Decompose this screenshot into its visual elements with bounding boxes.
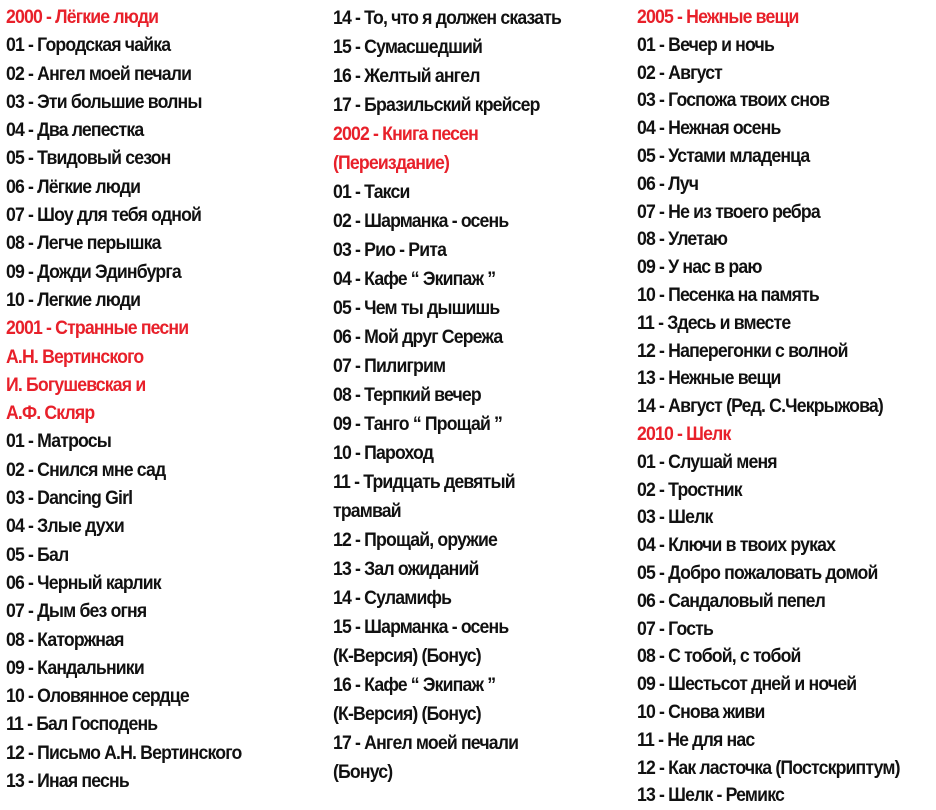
- track-item: 11 - Бал Господень: [6, 714, 158, 736]
- track-item: 04 - Кафе “ Экипаж ”: [333, 269, 496, 290]
- track-item: 04 - Два лепестка: [6, 120, 144, 142]
- track-list: [333, 178, 631, 787]
- track-item: 03 - Dancing Girl: [6, 488, 133, 510]
- album-title: А.Н. Вертинского: [6, 346, 144, 368]
- track-item: 08 - С тобой, с тобой: [637, 646, 801, 668]
- track-item: 01 - Слушай меня: [637, 451, 777, 473]
- track-item: 03 - Рио - Рита: [333, 240, 447, 261]
- track-item: 05 - Бал: [6, 544, 69, 566]
- track-item: 10 - Снова живи: [637, 701, 765, 723]
- track-item: (К-Версия) (Бонус): [333, 646, 481, 667]
- track-item: 05 - Чем ты дышишь: [333, 298, 500, 319]
- track-list: [6, 428, 324, 796]
- track-list: [6, 32, 324, 315]
- track-item: 05 - Твидовый сезон: [6, 148, 171, 170]
- track-item: (К-Версия) (Бонус): [333, 704, 481, 725]
- album-block: [6, 315, 324, 796]
- track-item: 07 - Пилигрим: [333, 356, 446, 377]
- track-item: 10 - Песенка на память: [637, 284, 819, 306]
- track-item: 11 - Тридцать девятый: [333, 472, 515, 493]
- album-title: 2000 - Лёгкие люди: [6, 7, 159, 28]
- track-item: 13 - Нежные вещи: [637, 368, 781, 390]
- track-item: 01 - Городская чайка: [6, 35, 171, 57]
- track-item: 09 - Шестьсот дней и ночей: [637, 674, 857, 696]
- track-item: 03 - Эти большие волны: [6, 91, 202, 113]
- track-item: 03 - Шелк: [637, 507, 713, 529]
- track-item: 02 - Снился мне сад: [6, 459, 166, 481]
- album-title: А.Ф. Скляр: [6, 403, 95, 425]
- album-title: (Переиздание): [333, 153, 450, 174]
- track-item: 09 - Кандальники: [6, 657, 144, 679]
- album-title: И. Богушевская и: [6, 374, 146, 396]
- album-title: 2010 - Шелк: [637, 423, 731, 445]
- track-item: 03 - Госпожа твоих снов: [637, 90, 830, 112]
- track-item: 06 - Мой друг Сережа: [333, 327, 503, 348]
- track-item: 02 - Август: [637, 62, 723, 84]
- track-item: 15 - Сумасшедший: [333, 37, 483, 58]
- track-item: 13 - Зал ожиданий: [333, 559, 479, 580]
- track-item: 04 - Злые духи: [6, 516, 124, 538]
- column-1: [6, 4, 324, 796]
- track-item: 12 - Как ласточка (Постскриптум): [637, 757, 900, 779]
- album-block: [637, 421, 936, 810]
- track-item: 16 - Желтый ангел: [333, 66, 480, 87]
- track-item: 05 - Устами младенца: [637, 145, 810, 167]
- track-list: [333, 4, 631, 120]
- track-list: [637, 449, 936, 810]
- album-block: [333, 120, 631, 787]
- track-item: 10 - Пароход: [333, 443, 434, 464]
- track-item: 07 - Не из твоего ребра: [637, 201, 820, 223]
- track-item: 01 - Такси: [333, 182, 410, 203]
- track-item: 07 - Шоу для тебя одной: [6, 205, 202, 227]
- track-item: 04 - Ключи в твоих руках: [637, 535, 836, 557]
- track-list: [637, 32, 936, 421]
- track-item: 12 - Письмо А.Н. Вертинского: [6, 742, 242, 764]
- track-item: 01 - Вечер и ночь: [637, 34, 774, 56]
- track-item: 16 - Кафе “ Экипаж ”: [333, 675, 496, 696]
- track-item: 09 - У нас в раю: [637, 257, 762, 279]
- album-title: 2001 - Странные песни: [6, 318, 189, 340]
- track-item: 11 - Здесь и вместе: [637, 312, 791, 334]
- track-item: 08 - Легче перышка: [6, 233, 161, 255]
- track-item: 14 - То, что я должен сказать: [333, 8, 562, 29]
- track-item: 08 - Каторжная: [6, 629, 124, 651]
- track-item: 06 - Лёгкие люди: [6, 176, 141, 198]
- album-block: [637, 4, 936, 421]
- track-item: 15 - Шарманка - осень: [333, 617, 509, 638]
- track-item: 07 - Гость: [637, 618, 714, 640]
- track-item: 17 - Бразильский крейсер: [333, 95, 540, 116]
- track-item: 05 - Добро пожаловать домой: [637, 562, 878, 584]
- track-item: 07 - Дым без огня: [6, 601, 147, 623]
- album-title: 2002 - Книга песен: [333, 124, 478, 145]
- track-item: 06 - Луч: [637, 173, 699, 195]
- track-item: 14 - Суламифь: [333, 588, 452, 609]
- album-block: [6, 4, 324, 315]
- track-item: 02 - Тростник: [637, 479, 742, 501]
- track-item: 02 - Шарманка - осень: [333, 211, 509, 232]
- track-item: 04 - Нежная осень: [637, 118, 781, 140]
- track-item: 09 - Танго “ Прощай ”: [333, 414, 503, 435]
- track-item: 08 - Улетаю: [637, 229, 728, 251]
- track-item: 10 - Легкие люди: [6, 289, 141, 311]
- track-item: 17 - Ангел моей печали: [333, 733, 519, 754]
- track-item: 12 - Наперегонки с волной: [637, 340, 848, 362]
- track-item: 06 - Сандаловый пепел: [637, 590, 826, 612]
- track-item: 11 - Не для нас: [637, 729, 755, 751]
- track-item: 06 - Черный карлик: [6, 572, 161, 594]
- track-item: 10 - Оловянное сердце: [6, 686, 189, 708]
- track-item: 02 - Ангел моей печали: [6, 63, 192, 85]
- track-item: 08 - Терпкий вечер: [333, 385, 481, 406]
- column-3: [637, 4, 936, 810]
- track-item: 12 - Прощай, оружие: [333, 530, 497, 551]
- track-item: 01 - Матросы: [6, 431, 112, 453]
- track-item: 14 - Август (Ред. С.Чекрыжова): [637, 396, 883, 418]
- track-item: 13 - Иная песнь: [6, 771, 129, 793]
- album-title: 2005 - Нежные вещи: [637, 7, 799, 28]
- column-2: [333, 4, 631, 787]
- track-item: 13 - Шелк - Ремикс: [637, 785, 784, 807]
- album-block: [333, 4, 631, 120]
- track-item: (Бонус): [333, 762, 393, 783]
- track-item: трамвай: [333, 501, 401, 522]
- track-item: 09 - Дожди Эдинбурга: [6, 261, 181, 283]
